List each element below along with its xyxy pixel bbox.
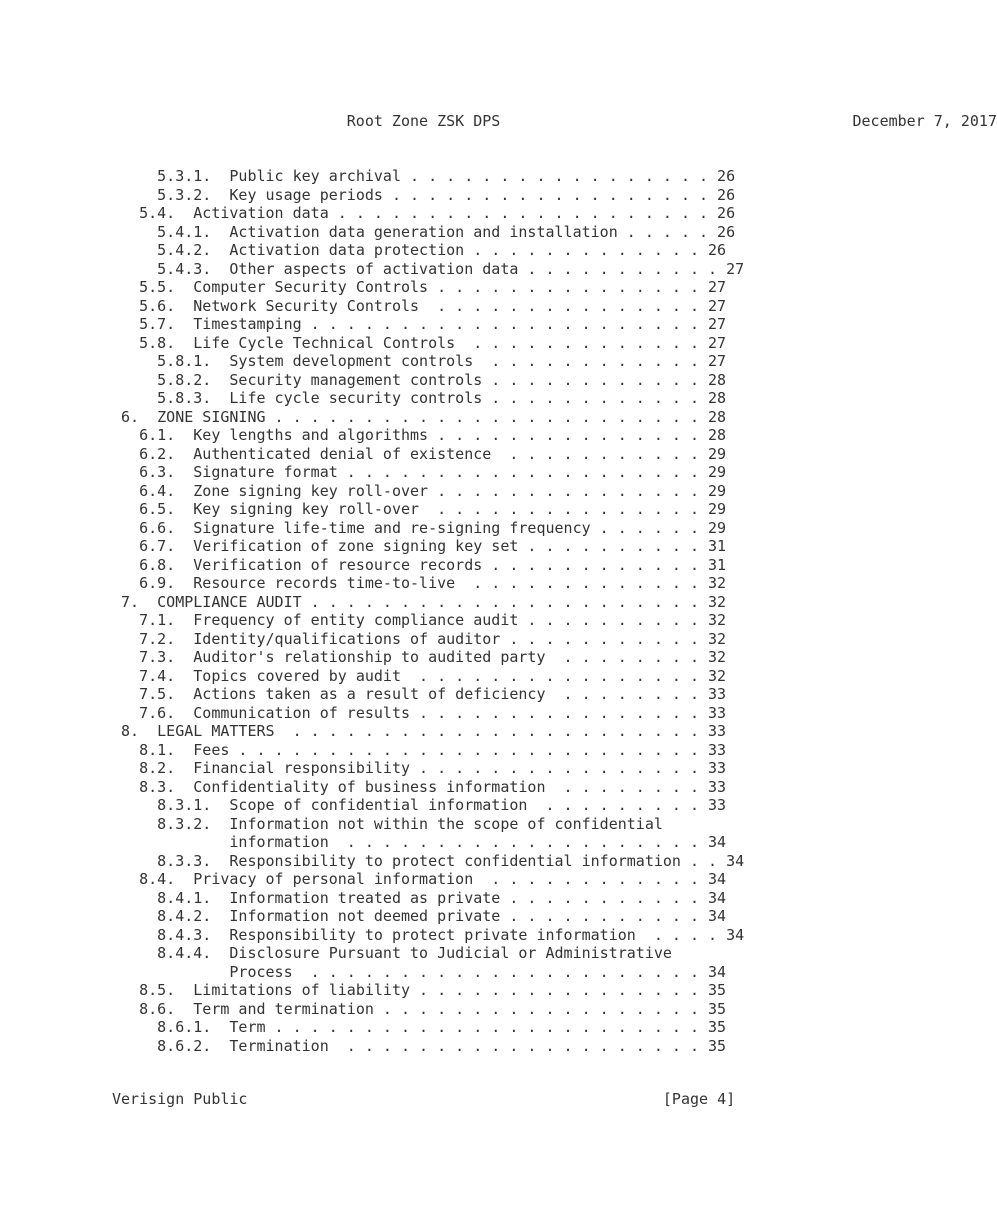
toc-entry[interactable]: 8.4.1. Information treated as private . . . . . . . . . . . 34 [112, 888, 727, 907]
document-date: December 7, 2017 [852, 112, 997, 130]
toc-entry[interactable]: 8.4.4. Disclosure Pursuant to Judicial or Administrative [112, 944, 672, 962]
toc-entry[interactable]: 7.2. Identity/qualifications of auditor . . . . . . . . . . . 32 [112, 629, 727, 648]
header-spacer [500, 112, 852, 130]
toc-entry[interactable]: 8.4. Privacy of personal information . . . . . . . . . . . . 34 [112, 870, 727, 888]
page-footer [112, 1090, 735, 1109]
toc-entry[interactable]: 5.6. Network Security Controls . . . . . . . . . . . . . . . 27 [112, 296, 727, 315]
toc-entry[interactable]: 6.9. Resource records time-to-live . . . . . . . . . . . . . 32 [112, 574, 727, 592]
toc-entry[interactable]: 8.6.2. Termination . . . . . . . . . . . . . . . . . . . . 35 [112, 1036, 727, 1055]
toc-entry[interactable]: 7.6. Communication of results . . . . . . . . . . . . . . . . 33 [112, 703, 727, 722]
toc-entry[interactable]: 5.8. Life Cycle Technical Controls . . . . . . . . . . . . . 27 [112, 333, 727, 352]
footer-organization: Verisign Public [112, 1090, 248, 1108]
toc-entry[interactable]: 7.1. Frequency of entity compliance audit . . . . . . . . . . 32 [112, 611, 727, 629]
toc-entry[interactable]: 8.4.2. Information not deemed private . . . . . . . . . . . 34 [112, 907, 727, 925]
toc-entry[interactable]: 7.4. Topics covered by audit . . . . . . . . . . . . . . . . 32 [112, 666, 727, 685]
toc-entry[interactable]: 6.3. Signature format . . . . . . . . . . . . . . . . . . . . 29 [112, 463, 727, 481]
toc-entry[interactable]: 6.8. Verification of resource records . . . . . . . . . . . . 31 [112, 555, 727, 574]
toc-entry[interactable]: 6.6. Signature life-time and re-signing frequency . . . . . . 29 [112, 518, 727, 537]
toc-entry[interactable]: 6.5. Key signing key roll-over . . . . . . . . . . . . . . . 29 [112, 500, 727, 518]
toc-entry[interactable]: 8.2. Financial responsibility . . . . . . . . . . . . . . . . 33 [112, 759, 727, 777]
toc-entry[interactable]: 5.8.3. Life cycle security controls . . . . . . . . . . . . 28 [112, 389, 727, 407]
toc-entry[interactable]: 8.3.3. Responsibility to protect confidential information . . 34 [112, 851, 745, 870]
toc-entry[interactable]: 8.1. Fees . . . . . . . . . . . . . . . . . . . . . . . . . . 33 [112, 740, 727, 759]
toc-entry[interactable]: 7.3. Auditor's relationship to audited party . . . . . . . . 32 [112, 648, 727, 666]
page-number: [Page 4] [662, 1090, 736, 1108]
toc-entry[interactable]: 5.4. Activation data . . . . . . . . . . . . . . . . . . . . . 26 [112, 204, 736, 222]
toc-entry[interactable]: 8.3.1. Scope of confidential information . . . . . . . . . 33 [112, 796, 727, 814]
toc-entry[interactable]: 6.2. Authenticated denial of existence . . . . . . . . . . . 29 [112, 444, 727, 463]
toc-entry[interactable]: Process . . . . . . . . . . . . . . . . . . . . . . 34 [112, 962, 727, 981]
toc-entry[interactable]: 5.5. Computer Security Controls . . . . . . . . . . . . . . . 27 [112, 278, 727, 296]
toc-entry[interactable]: 5.4.3. Other aspects of activation data . . . . . . . . . . . 27 [112, 259, 745, 278]
toc-entry[interactable]: 8. LEGAL MATTERS . . . . . . . . . . . . . . . . . . . . . . . 33 [112, 722, 727, 740]
toc-entry[interactable]: 8.4.3. Responsibility to protect private information . . . . 34 [112, 925, 745, 944]
toc-entry[interactable]: 7. COMPLIANCE AUDIT . . . . . . . . . . . . . . . . . . . . . . 32 [112, 592, 727, 611]
toc-entry[interactable]: 5.3.2. Key usage periods . . . . . . . . . . . . . . . . . . 26 [112, 185, 736, 204]
footer-spacer [247, 1090, 662, 1108]
toc-entry[interactable]: 5.3.1. Public key archival . . . . . . . . . . . . . . . . . 26 [112, 167, 736, 185]
toc-entry[interactable]: 8.3.2. Information not within the scope of confidential [112, 814, 663, 833]
toc-entry[interactable]: 5.8.2. Security management controls . . . . . . . . . . . . 28 [112, 370, 727, 389]
toc-entry[interactable]: 8.6.1. Term . . . . . . . . . . . . . . . . . . . . . . . . 35 [112, 1018, 727, 1036]
toc-entry[interactable]: 6.4. Zone signing key roll-over . . . . . . . . . . . . . . . 29 [112, 481, 727, 500]
toc-entry[interactable]: 5.4.1. Activation data generation and installation . . . . . 26 [112, 222, 736, 241]
toc-entry[interactable]: 6.1. Key lengths and algorithms . . . . . . . . . . . . . . . 28 [112, 426, 727, 444]
toc-entry[interactable]: 6.7. Verification of zone signing key set . . . . . . . . . . 31 [112, 537, 727, 555]
toc-entry[interactable]: 5.4.2. Activation data protection . . . . . . . . . . . . . 26 [112, 241, 727, 259]
toc-entry[interactable]: 8.6. Term and termination . . . . . . . . . . . . . . . . . . 35 [112, 999, 727, 1018]
toc-entry[interactable]: information . . . . . . . . . . . . . . . . . . . . 34 [112, 833, 727, 851]
document-title: Root Zone ZSK DPS [346, 112, 501, 130]
toc-entry[interactable]: 8.3. Confidentiality of business information . . . . . . . . 33 [112, 777, 727, 796]
toc-entry[interactable]: 5.7. Timestamping . . . . . . . . . . . . . . . . . . . . . . 27 [112, 315, 727, 333]
toc-entry[interactable]: 8.5. Limitations of liability . . . . . . . . . . . . . . . . 35 [112, 981, 727, 999]
toc-entry[interactable]: 5.8.1. System development controls . . . . . . . . . . . . 27 [112, 352, 727, 370]
toc-entry[interactable]: 7.5. Actions taken as a result of deficiency . . . . . . . . 33 [112, 685, 727, 703]
table-of-contents [112, 167, 744, 1055]
page-header [347, 112, 997, 131]
toc-entry[interactable]: 6. ZONE SIGNING . . . . . . . . . . . . . . . . . . . . . . . . 28 [112, 407, 727, 426]
